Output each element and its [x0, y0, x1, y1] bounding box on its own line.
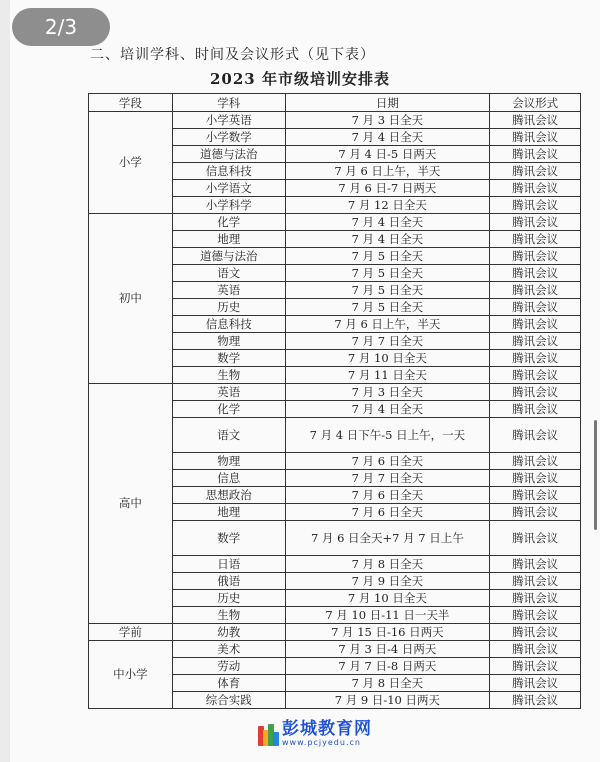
subject-cell: 化学 [172, 401, 285, 418]
subject-cell: 语文 [172, 418, 285, 453]
date-cell: 7 月 4 日全天 [285, 214, 490, 231]
format-cell: 腾讯会议 [490, 573, 581, 590]
site-logo [258, 720, 372, 747]
header-subject: 学科 [172, 94, 285, 112]
date-cell: 7 月 4 日全天 [285, 401, 490, 418]
date-cell: 7 月 4 日全天 [285, 231, 490, 248]
subject-cell: 历史 [172, 299, 285, 316]
subject-cell: 幼教 [172, 624, 285, 641]
date-cell: 7 月 4 日全天 [285, 129, 490, 146]
subject-cell: 体育 [172, 675, 285, 692]
date-cell: 7 月 4 日下午-5 日上午，一天 [285, 418, 490, 453]
date-cell: 7 月 8 日全天 [285, 556, 490, 573]
format-cell: 腾讯会议 [490, 692, 581, 709]
table-row [89, 641, 581, 658]
table-row [89, 214, 581, 231]
subject-cell: 小学科学 [172, 197, 285, 214]
date-cell: 7 月 6 日-7 日两天 [285, 180, 490, 197]
subject-cell: 美术 [172, 641, 285, 658]
date-cell: 7 月 6 日全天 [285, 453, 490, 470]
table-row [89, 112, 581, 129]
stage-cell: 学前 [89, 624, 173, 641]
format-cell: 腾讯会议 [490, 556, 581, 573]
logo-url: www.pcjyedu.cn [282, 738, 361, 747]
subject-cell: 俄语 [172, 573, 285, 590]
date-cell: 7 月 6 日上午，半天 [285, 163, 490, 180]
format-cell: 腾讯会议 [490, 367, 581, 384]
date-cell: 7 月 7 日全天 [285, 333, 490, 350]
format-cell: 腾讯会议 [490, 658, 581, 675]
header-format: 会议形式 [490, 94, 581, 112]
stage-cell: 高中 [89, 384, 173, 624]
date-cell: 7 月 12 日全天 [285, 197, 490, 214]
date-cell: 7 月 10 日全天 [285, 350, 490, 367]
date-cell: 7 月 3 日全天 [285, 384, 490, 401]
page-indicator: 2/3 [12, 8, 110, 46]
date-cell: 7 月 10 日-11 日一天半 [285, 607, 490, 624]
format-cell: 腾讯会议 [490, 214, 581, 231]
header-stage: 学段 [89, 94, 173, 112]
stage-cell: 小学 [89, 112, 173, 214]
format-cell: 腾讯会议 [490, 590, 581, 607]
subject-cell: 物理 [172, 453, 285, 470]
format-cell: 腾讯会议 [490, 146, 581, 163]
format-cell: 腾讯会议 [490, 197, 581, 214]
subject-cell: 物理 [172, 333, 285, 350]
subject-cell: 道德与法治 [172, 146, 285, 163]
format-cell: 腾讯会议 [490, 470, 581, 487]
subject-cell: 道德与法治 [172, 248, 285, 265]
format-cell: 腾讯会议 [490, 248, 581, 265]
date-cell: 7 月 4 日-5 日两天 [285, 146, 490, 163]
stage-cell: 中小学 [89, 641, 173, 709]
subject-cell: 小学语文 [172, 180, 285, 197]
subject-cell: 生物 [172, 367, 285, 384]
date-cell: 7 月 9 日-10 日两天 [285, 692, 490, 709]
subject-cell: 日语 [172, 556, 285, 573]
date-cell: 7 月 6 日全天 [285, 504, 490, 521]
scrollbar-thumb[interactable] [594, 420, 597, 530]
subject-cell: 信息科技 [172, 316, 285, 333]
subject-cell: 数学 [172, 521, 285, 556]
format-cell: 腾讯会议 [490, 112, 581, 129]
format-cell: 腾讯会议 [490, 418, 581, 453]
subject-cell: 小学英语 [172, 112, 285, 129]
format-cell: 腾讯会议 [490, 401, 581, 418]
date-cell: 7 月 6 日全天 [285, 487, 490, 504]
format-cell: 腾讯会议 [490, 265, 581, 282]
format-cell: 腾讯会议 [490, 607, 581, 624]
subject-cell: 劳动 [172, 658, 285, 675]
date-cell: 7 月 5 日全天 [285, 282, 490, 299]
date-cell: 7 月 10 日全天 [285, 590, 490, 607]
date-cell: 7 月 7 日-8 日两天 [285, 658, 490, 675]
format-cell: 腾讯会议 [490, 453, 581, 470]
stage-cell: 初中 [89, 214, 173, 384]
subject-cell: 化学 [172, 214, 285, 231]
subject-cell: 语文 [172, 265, 285, 282]
date-cell: 7 月 9 日全天 [285, 573, 490, 590]
subject-cell: 信息 [172, 470, 285, 487]
date-cell: 7 月 6 日全天+7 月 7 日上午 [285, 521, 490, 556]
format-cell: 腾讯会议 [490, 333, 581, 350]
logo-bar [273, 732, 279, 746]
logo-name: 彭城教育网 [282, 719, 372, 739]
format-cell: 腾讯会议 [490, 521, 581, 556]
subject-cell: 地理 [172, 504, 285, 521]
format-cell: 腾讯会议 [490, 282, 581, 299]
format-cell: 腾讯会议 [490, 316, 581, 333]
date-cell: 7 月 8 日全天 [285, 675, 490, 692]
section-heading: 二、培训学科、时间及会议形式（见下表） [90, 47, 375, 63]
book-logo-icon [258, 722, 278, 746]
date-cell: 7 月 5 日全天 [285, 265, 490, 282]
date-cell: 7 月 3 日-4 日两天 [285, 641, 490, 658]
format-cell: 腾讯会议 [490, 180, 581, 197]
table-row [89, 624, 581, 641]
subject-cell: 历史 [172, 590, 285, 607]
format-cell: 腾讯会议 [490, 641, 581, 658]
date-cell: 7 月 7 日全天 [285, 470, 490, 487]
subject-cell: 数学 [172, 350, 285, 367]
format-cell: 腾讯会议 [490, 675, 581, 692]
date-cell: 7 月 6 日上午，半天 [285, 316, 490, 333]
subject-cell: 英语 [172, 384, 285, 401]
format-cell: 腾讯会议 [490, 384, 581, 401]
schedule-table [88, 93, 581, 709]
subject-cell: 生物 [172, 607, 285, 624]
table-row [89, 384, 581, 401]
date-cell: 7 月 5 日全天 [285, 299, 490, 316]
subject-cell: 信息科技 [172, 163, 285, 180]
date-cell: 7 月 3 日全天 [285, 112, 490, 129]
format-cell: 腾讯会议 [490, 487, 581, 504]
header-date: 日期 [285, 94, 490, 112]
format-cell: 腾讯会议 [490, 231, 581, 248]
subject-cell: 英语 [172, 282, 285, 299]
date-cell: 7 月 5 日全天 [285, 248, 490, 265]
date-cell: 7 月 11 日全天 [285, 367, 490, 384]
date-cell: 7 月 15 日-16 日两天 [285, 624, 490, 641]
format-cell: 腾讯会议 [490, 624, 581, 641]
format-cell: 腾讯会议 [490, 129, 581, 146]
format-cell: 腾讯会议 [490, 504, 581, 521]
format-cell: 腾讯会议 [490, 163, 581, 180]
schedule-body [89, 112, 581, 709]
table-header-row [89, 94, 581, 112]
format-cell: 腾讯会议 [490, 299, 581, 316]
subject-cell: 思想政治 [172, 487, 285, 504]
subject-cell: 地理 [172, 231, 285, 248]
format-cell: 腾讯会议 [490, 350, 581, 367]
table-title: 2023 年市级培训安排表 [210, 70, 390, 88]
subject-cell: 综合实践 [172, 692, 285, 709]
subject-cell: 小学数学 [172, 129, 285, 146]
